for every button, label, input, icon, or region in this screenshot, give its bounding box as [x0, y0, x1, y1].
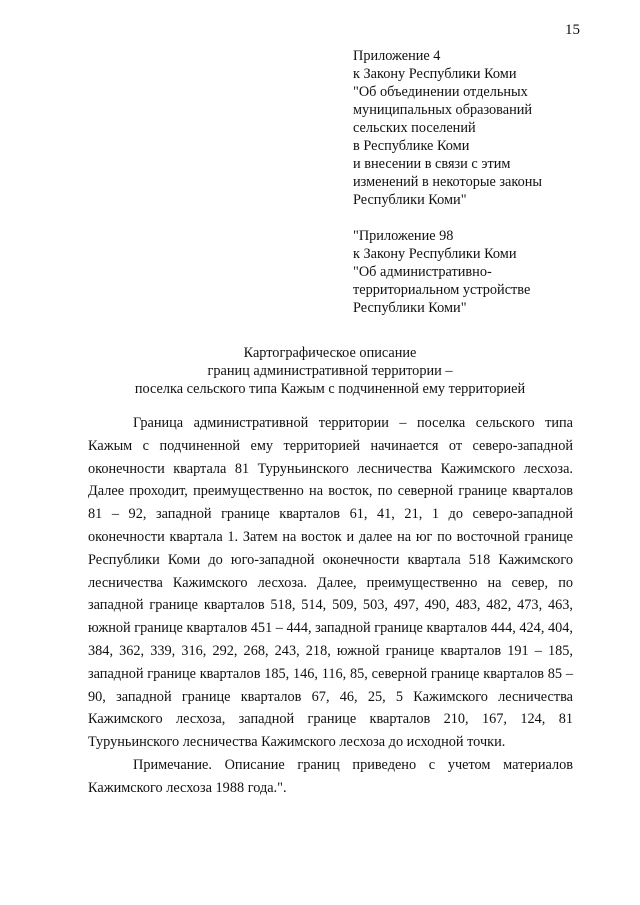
appendix-98-line: "Приложение 98 [353, 228, 454, 244]
appendix-4-line: изменений в некоторые законы [353, 174, 543, 190]
title-line: границ административной территории – [207, 363, 453, 379]
title-line: Картографическое описание [243, 345, 417, 361]
appendix-98-line: Республики Коми" [353, 300, 467, 316]
appendix-98-header [353, 227, 623, 317]
document-body [88, 412, 573, 800]
appendix-4-line: к Закону Республики Коми [353, 66, 517, 82]
appendix-98-line: к Закону Республики Коми [353, 246, 517, 262]
title-line: поселка сельского типа Кажым с подчиненной ему территорией [134, 381, 526, 397]
appendix-4-line: в Республике Коми [353, 138, 470, 154]
page-number: 15 [565, 22, 580, 38]
appendix-98-line: "Об административно- [353, 264, 492, 280]
boundary-description-paragraph: Граница административной территории – поселка сельского типа Кажым с подчиненной ему территорией начинается от северо-западной оконечности квартала 81 Туруньинского лесничества Кажимского лесхоза. Далее проходит, преимущественно на восток, по северной границе кварталов 81 – 92, западной границе кварталов 61, 41, 21, 1 до северо-западной оконечности квартала 1. Затем на восток и далее на юг по восточной границе Республики Коми до юго-западной оконечности квартала 518 Кажимского лесничества Кажимского лесхоза. Далее, преимущественно на север, по западной границе кварталов 518, 514, 509, 503, 497, 490, 483, 482, 473, 463, южной границе кварталов 451 – 444, западной границе кварталов 444, 424, 404, 384, 362, 339, 316, 292, 268, 243, 218, южной границе кварталов 191 – 185, западной границе кварталов 185, 146, 116, 85, северной границе кварталов 85 – 90, западной границе кварталов 67, 46, 25, 5 Кажимского лесничества Кажимского лесхоза, западной границе кварталов 210, 167, 124, 81 Туруньинского лесничества Кажимского лесхоза до исходной точки. [88, 415, 573, 751]
note-paragraph: Примечание. Описание границ приведено с учетом материалов Кажимского лесхоза 1988 года.". [88, 756, 573, 796]
document-title [40, 344, 620, 398]
appendix-4-header [353, 47, 623, 209]
appendix-4-line: и внесении в связи с этим [353, 156, 511, 172]
appendix-4-line: сельских поселений [353, 120, 476, 136]
appendix-4-line: муниципальных образований [353, 102, 533, 118]
appendix-98-line: территориальном устройстве [353, 282, 531, 298]
appendix-4-line: Республики Коми" [353, 192, 467, 208]
appendix-4-line: "Об объединении отдельных [353, 84, 528, 100]
appendix-4-line: Приложение 4 [353, 48, 441, 64]
